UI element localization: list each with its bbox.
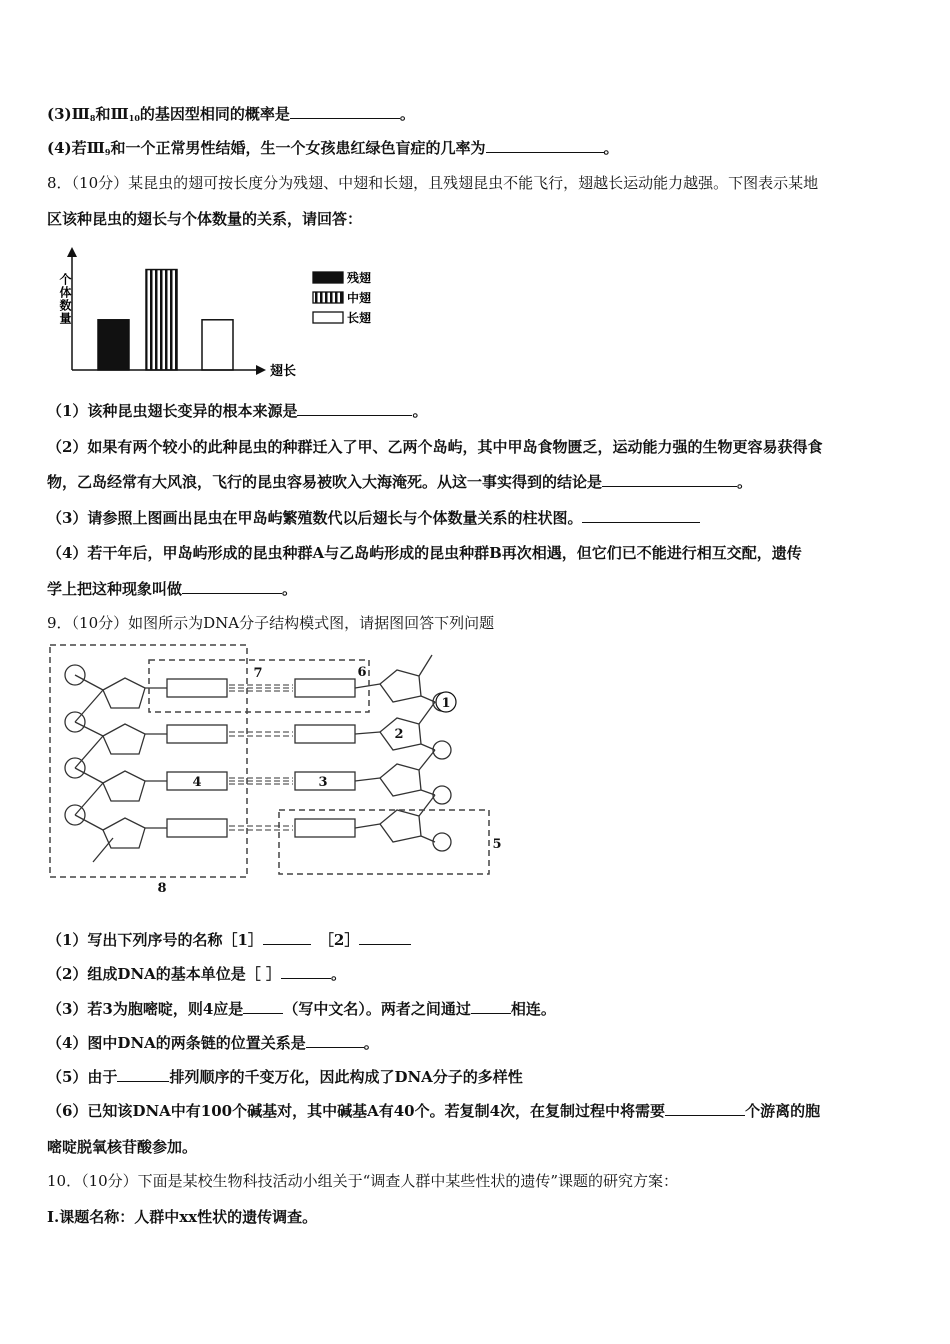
q8-stem-line2: 区该种昆虫的翅长与个体数量的关系，请回答： xyxy=(47,210,363,228)
q9-stem: 9．（10分）如图所示为DNA分子结构模式图，请据图回答下列问题 xyxy=(47,614,495,632)
answer-blank[interactable] xyxy=(486,138,604,153)
legend-label-长翅: 长翅 xyxy=(347,311,372,325)
q9-part1: （1）写出下列序号的名称［1］ ［2］ xyxy=(47,929,411,950)
q8-part2-line1: （2）如果有两个较小的此种昆虫的种群迁入了甲、乙两个岛屿，其中甲岛食物匮乏，运动能力强的生物更容易获得食 xyxy=(47,438,823,456)
q10-stem: 10．（10分）下面是某校生物科技活动小组关于“调查人群中某些性状的遗传”课题的研究方案： xyxy=(47,1172,679,1190)
q9-part6-line1: （6）已知该DNA中有100个碱基对，其中碱基A有40个。若复制4次，在复制过程中将需要 个游离的胞 xyxy=(47,1102,821,1120)
label-7: 7 xyxy=(253,666,263,681)
answer-blank[interactable] xyxy=(281,964,331,979)
answer-blank[interactable] xyxy=(117,1067,169,1082)
y-axis-arrow xyxy=(67,247,77,257)
deoxyribose-pentagon xyxy=(103,771,145,801)
deoxyribose-pentagon xyxy=(380,764,421,796)
answer-blank[interactable] xyxy=(471,999,511,1014)
label-2: 2 xyxy=(394,727,404,742)
q10-part-I: I.课题名称：人群中xx性状的遗传调查。 xyxy=(47,1208,318,1226)
answer-blank[interactable] xyxy=(602,472,737,487)
bar-残翅 xyxy=(98,320,129,370)
q7-part4: (4)若$Ⅲ_9$和一个正常男性结婚，生一个女孩患红绿色盲症的几率为 。 xyxy=(47,139,619,157)
q8-stem-line1: 8．（10分）某昆虫的翅可按长度分为残翅、中翅和长翅，且残翅昆虫不能飞行，翅越长运动能力越强。下图表示某地 xyxy=(47,174,819,192)
chart-legend xyxy=(313,270,371,325)
q8-part2-line2: 物，乙岛经常有大风浪，飞行的昆虫容易被吹入大海淹死。从这一事实得到的结论是 。 xyxy=(47,473,753,491)
answer-blank[interactable] xyxy=(306,1033,364,1048)
answer-blank[interactable] xyxy=(243,999,283,1014)
q9-part2: （2）组成DNA的基本单位是［ ］ 。 xyxy=(47,965,347,983)
base-rect xyxy=(295,819,355,837)
q7-part3: $(3)Ⅲ_8$和$Ⅲ_{10}$的基因型相同的概率是 。 xyxy=(47,105,415,123)
deoxyribose-pentagon xyxy=(380,670,421,702)
answer-blank[interactable] xyxy=(359,930,411,945)
y-axis-label: 个体数量 xyxy=(58,273,72,325)
dna-structure-diagram xyxy=(45,640,515,895)
bar-长翅 xyxy=(202,320,233,370)
legend-swatch-残翅 xyxy=(313,272,343,283)
label-4: 4 xyxy=(192,775,202,790)
base-rect xyxy=(167,679,227,697)
phosphate-circle xyxy=(433,833,451,851)
x-axis-arrow xyxy=(256,365,266,375)
legend-label-残翅: 残翅 xyxy=(347,271,372,285)
x-axis-label: 翅长 xyxy=(270,364,297,379)
answer-blank[interactable] xyxy=(297,401,412,416)
q8-part4-line2: 学上把这种现象叫做 。 xyxy=(47,580,298,598)
answer-blank[interactable] xyxy=(665,1101,745,1116)
base-rect xyxy=(167,819,227,837)
label-1: 1 xyxy=(441,696,451,711)
q8-part3: （3）请参照上图画出昆虫在甲岛屿繁殖数代以后翅长与个体数量关系的柱状图。 xyxy=(47,507,700,528)
answer-blank[interactable] xyxy=(263,930,311,945)
base-rect xyxy=(167,725,227,743)
wing-length-bar-chart xyxy=(55,245,395,380)
q9-part6-line2: 嘧啶脱氧核苷酸参加。 xyxy=(47,1138,198,1156)
phosphate-circle xyxy=(433,741,451,759)
q8-part1: （1）该种昆虫翅长变异的根本来源是 。 xyxy=(47,402,428,420)
deoxyribose-pentagon xyxy=(103,678,145,708)
label-6: 6 xyxy=(357,665,367,680)
label-3: 3 xyxy=(318,775,328,790)
legend-swatch-长翅 xyxy=(313,312,343,323)
answer-blank[interactable] xyxy=(290,104,400,119)
q9-part3: （3）若3为胞嘧啶，则4应是 （写中文名）。两者之间通过 相连。 xyxy=(47,1000,556,1018)
label-8: 8 xyxy=(157,881,167,895)
legend-label-中翅: 中翅 xyxy=(347,291,372,305)
base-rect xyxy=(295,725,355,743)
q8-part4-line1: （4）若干年后，甲岛屿形成的昆虫种群A与乙岛屿形成的昆虫种群B再次相遇，但它们已不能进行相互交配，遗传 xyxy=(47,544,802,562)
deoxyribose-pentagon xyxy=(380,810,421,842)
answer-blank[interactable] xyxy=(182,579,282,594)
q9-part4: （4）图中DNA的两条链的位置关系是 。 xyxy=(47,1034,379,1052)
base-rect xyxy=(295,679,355,697)
q9-part5: （5）由于 排列顺序的千变万化，因此构成了DNA分子的多样性 xyxy=(47,1068,523,1086)
answer-blank[interactable] xyxy=(582,508,700,523)
deoxyribose-pentagon xyxy=(103,818,145,848)
label-5: 5 xyxy=(492,837,502,852)
phosphate-circle xyxy=(433,786,451,804)
bar-中翅 xyxy=(146,270,177,370)
deoxyribose-pentagon xyxy=(103,724,145,754)
legend-swatch-中翅 xyxy=(313,292,343,303)
